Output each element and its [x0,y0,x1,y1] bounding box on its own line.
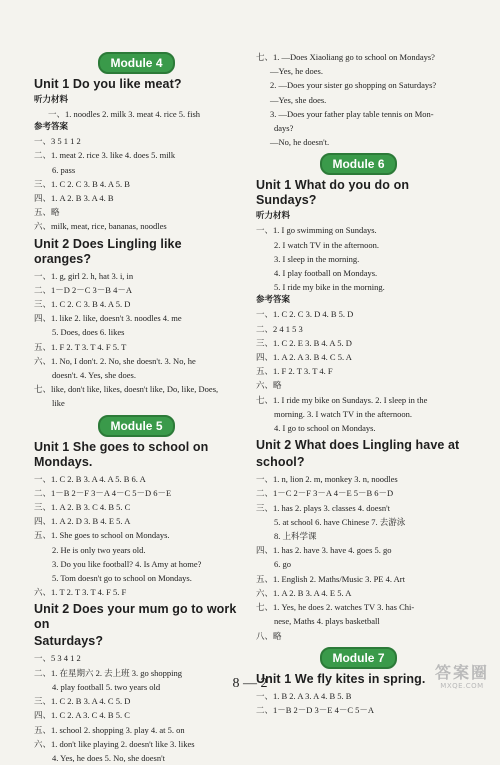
text-line: 一、1. B 2. A 3. A 4. B 5. B [256,690,352,701]
module-5-badge: Module 5 [98,415,174,437]
text-line: 四、1. A 2. B 3. A 4. B [34,193,114,204]
left-column [34,0,239,765]
text-line: 八、略 [256,630,282,641]
text-line: 一、1. n, lion 2. m, monkey 3. n, noodles [256,474,398,485]
text-line: 三、1. A 2. B 3. C 4. B 5. C [34,502,131,513]
text-line: 4. I play football on Mondays. [274,268,378,279]
text-line: 五、1. F 2. T 3. T 4. F [256,366,333,377]
text-line: 5. I ride my bike in the morning. [274,282,385,293]
section-label: 听力材料 [256,211,291,222]
text-line: 四、1. A 2. A 3. B 4. C 5. A [256,352,352,363]
text-line: 四、1. A 2. D 3. B 4. E 5. A [34,516,131,527]
text-line: 七、1. Yes, he does 2. watches TV 3. has Chi- [256,602,415,613]
text-line: 二、1－C 2－F 3－A 4－E 5－B 6－D [256,488,394,499]
text-line: 二、1. 在星期六 2. 去上班 3. go shopping [34,667,183,678]
text-line: nese, Maths 4. plays basketball [274,616,380,627]
text-line: 七、1. I ride my bike on Sundays. 2. I sleep in the [256,394,428,405]
unit-heading: Unit 2 What does Lingling have at [256,438,460,453]
right-column [256,50,461,717]
text-line: 三、1. C 2. C 3. B 4. A 5. B [34,178,130,189]
unit-heading: Unit 1 She goes to school on Mondays. [34,439,209,469]
page-number: 8 — 2 [232,676,268,691]
text-line: 一、1. I go swimming on Sundays. [256,225,377,236]
text-line: 5. Does, does 6. likes [52,327,125,338]
text-line: 三、1. C 2. B 3. A 4. C 5. D [34,696,131,707]
unit-heading: Unit 1 What do you do on Sundays? [256,178,410,208]
text-line: 七、like, don't like, likes, doesn't like, Do, like, Does, [34,384,219,395]
text-line: 五、1. F 2. T 3. T 4. F 5. T [34,341,127,352]
text-line: 五、略 [34,207,60,218]
text-line: 3. —Does your father play table tennis on Mon- [270,108,434,119]
text-line: 一、3 5 1 1 2 [34,136,81,147]
text-line: days? [274,123,294,134]
text-line: 4. I go to school on Mondays. [274,423,376,434]
text-line: 二、1. meat 2. rice 3. like 4. does 5. milk [34,150,176,161]
text-line: 6. go [274,559,291,570]
text-line: 4. play football 5. two years old [52,681,161,692]
watermark-logo [432,664,492,691]
text-line: morning. 3. I watch TV in the afternoon. [274,408,413,419]
text-line: 5. Tom doesn't go to school on Mondays. [52,573,192,584]
section-label: 参考答案 [256,295,291,306]
module-6-badge: Module 6 [320,153,396,175]
text-line: 二、1－B 2－F 3－A 4－C 5－D 6－E [34,487,172,498]
text-line: 六、1. T 2. T 3. T 4. F 5. F [34,587,127,598]
text-line: 二、2 4 1 5 3 [256,323,303,334]
unit-heading-cont: school? [256,455,305,470]
text-line: 8. 上科学课 [274,531,317,542]
text-line: 4. Yes, he does 5. No, she doesn't [52,752,165,763]
text-line: 5. at school 6. have Chinese 7. 去游泳 [274,516,406,527]
unit-heading: Unit 2 Does your mum go to work on [34,602,237,632]
watermark-site: MXQE.COM [440,682,484,690]
text-line: 3. I sleep in the morning. [274,253,360,264]
text-line: 一、5 3 4 1 2 [34,653,81,664]
text-line: 五、1. She goes to school on Mondays. [34,530,170,541]
unit-heading: Unit 1 We fly kites in spring. [256,671,426,686]
text-line: like [52,398,65,409]
text-line: 一、1. noodles 2. milk 3. meat 4. rice 5. fish [48,109,201,119]
text-line: 三、1. C 2. E 3. B 4. A 5. D [256,337,352,348]
section-label: 听力材料 [34,95,69,105]
text-line: 3. Do you like football? 4. Is Amy at home? [52,558,202,569]
text-line: 一、1. g, girl 2. h, hat 3. i, in [34,270,134,281]
module-7-badge: Module 7 [320,647,396,669]
text-line: 四、1. like 2. like, doesn't 3. noodles 4. me [34,313,182,324]
section-label: 参考答案 [34,122,69,133]
text-line: 五、1. English 2. Maths/Music 3. PE 4. Art [256,573,405,584]
watermark-text: 答案圈 [434,663,489,682]
unit-heading-cont: Saturdays? [34,634,104,649]
unit-heading: Unit 2 Does Lingling like oranges? [34,236,182,266]
text-line: 6. pass [52,164,76,175]
text-line: —Yes, he does. [270,66,323,77]
text-line: 二、1－B 2－D 3－E 4－C 5－A [256,704,375,715]
text-line: 三、1. has 2. plays 3. classes 4. doesn't [256,502,390,513]
text-line: —No, he doesn't. [270,137,330,148]
text-line: 七、1. —Does Xiaoliang go to school on Mondays? [256,52,435,62]
unit-heading: Unit 1 Do you like meat? [34,77,182,91]
text-line: 二、1－D 2－C 3－B 4－A [34,284,132,295]
module-4-badge: Module 4 [98,52,174,74]
text-line: 一、1. C 2. B 3. A 4. A 5. B 6. A [34,473,146,484]
text-line: 六、略 [256,380,282,391]
text-line: 六、1. No, I don't. 2. No, she doesn't. 3. No, he [34,355,196,366]
text-line: 六、1. A 2. B 3. A 4. E 5. A [256,587,352,598]
text-line: 四、1. has 2. have 3. have 4. goes 5. go [256,545,392,556]
text-line: 2. I watch TV in the afternoon. [274,239,379,250]
text-line: 一、1. C 2. C 3. D 4. B 5. D [256,309,354,320]
text-line: 六、milk, meat, rice, bananas, noodles [34,221,167,232]
text-line: —Yes, she does. [270,94,327,105]
text-line: 五、1. school 2. shopping 3. play 4. at 5. on [34,724,185,735]
text-line: 三、1. C 2. C 3. B 4. A 5. D [34,299,131,310]
text-line: 2. He is only two years old. [52,544,146,555]
text-line: 四、1. C 2. A 3. C 4. B 5. C [34,710,130,721]
text-line: 2. —Does your sister go shopping on Saturdays? [270,80,437,91]
text-line: doesn't. 4. Yes, she does. [52,370,136,381]
text-line: 六、1. don't like playing 2. doesn't like 3. likes [34,738,195,749]
